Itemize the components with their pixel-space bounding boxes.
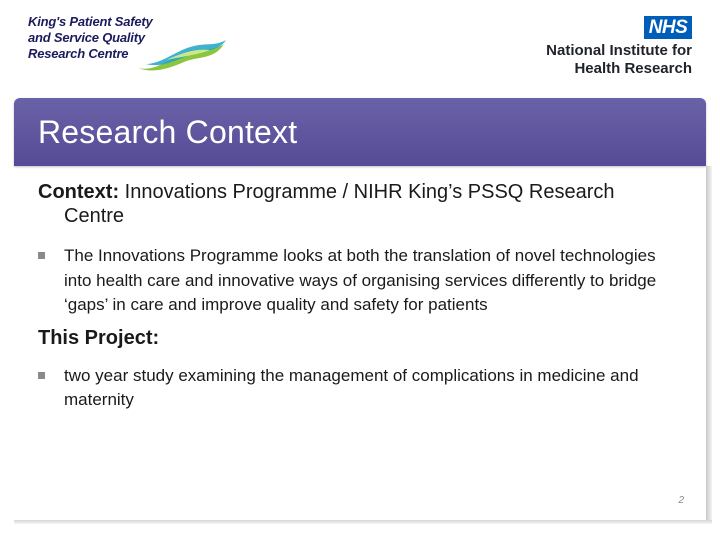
kings-logo [28,14,228,82]
frame-shadow-right [706,166,712,522]
kings-logo-text: King's Patient Safety and Service Quality Research Centre [28,14,153,61]
nhs-badge: NHS [644,16,692,39]
frame-shadow-bottom [14,520,712,524]
page-number: 2 [678,495,684,506]
bullet-square-icon [38,372,45,379]
slide-content [38,180,678,413]
nihr-logo [522,16,692,78]
wave-swoosh-icon [136,38,228,74]
nihr-logo-text: National Institute for Health Research [546,42,692,77]
list-item [38,244,678,318]
title-bar [14,98,706,166]
context-text: Innovations Programme / NIHR King’s PSSQ Research Centre [64,181,615,227]
this-project-heading: This Project: [38,326,160,349]
bullet-square-icon [38,252,45,259]
list-item [38,364,678,413]
bullet-text: two year study examining the management of complications in medicine and maternity [64,365,639,409]
bullet-text: The Innovations Programme looks at both the translation of novel technologies into health care and innovative ways of organising services differently to bridge ‘gaps’ in care and improve quality and safety for patients [64,246,657,314]
slide-title: Research Context [38,114,298,150]
context-label: Context: [38,181,120,203]
context-heading [38,180,678,228]
